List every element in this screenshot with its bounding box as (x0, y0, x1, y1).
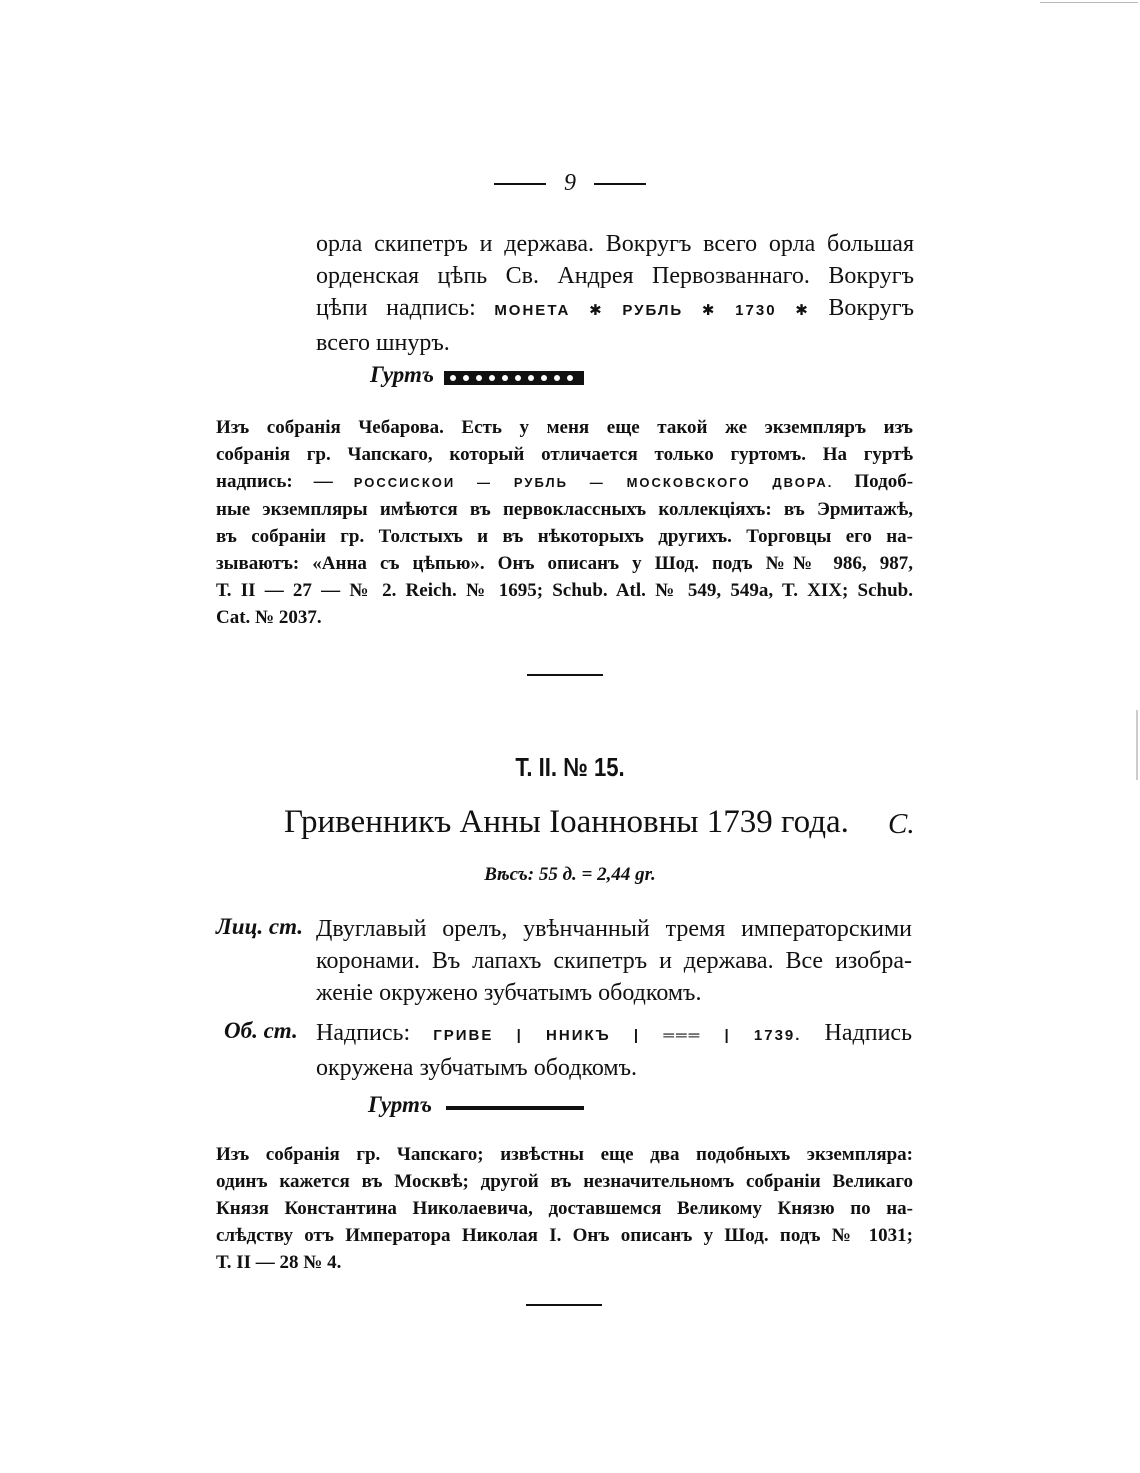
note-fragment: Подоб- (854, 471, 914, 492)
inscription-suffix: Надпись (824, 1020, 913, 1046)
note-line: Т. II — 28 № 4. (216, 1252, 342, 1273)
note-line: ные экземпляры имѣются въ первоклассныхъ коллекціяхъ: въ Эрмитажѣ, (216, 499, 913, 520)
inscription-prefix: цѣпи надпись: (316, 295, 476, 321)
note-line: Изъ собранія гр. Чапскаго; извѣстны еще два подобныхъ экземпляра: (216, 1144, 913, 1165)
description-line: окружена зубчатымъ ободкомъ. (316, 1055, 638, 1081)
note-line: одинъ кажется въ Москвѣ; другой въ незначительномъ собраніи Великаго (216, 1171, 913, 1192)
coin-weight: Вѣсъ: 55 д. = 2,44 gr. (484, 864, 656, 885)
description-line: Двуглавый орелъ, увѣнчанный тремя императорскими (316, 916, 912, 942)
reverse-label: Об. ст. (224, 1018, 298, 1043)
inscription-suffix: Вокругъ (828, 295, 914, 321)
paragraph-line: орденская цѣпь Св. Андрея Первозваннаго. Вокругъ (316, 263, 914, 289)
edge-label: Гуртъ (368, 1092, 433, 1117)
edge-description-2 (368, 1092, 584, 1120)
section-divider (526, 1304, 602, 1306)
scan-edge-mark (1136, 710, 1138, 780)
note-line (216, 468, 913, 496)
obverse-label: Лиц. ст. (216, 914, 303, 939)
paragraph-line: всего шнуръ. (316, 330, 450, 356)
description-line (316, 1017, 912, 1052)
note-line: Т. II — 27 — № 2. Reich. № 1695; Schub. Atl. № 549, 549a, T. XIX; Schub. (216, 580, 913, 601)
edge-pattern-plain (446, 1106, 584, 1110)
paragraph-line (316, 292, 914, 327)
note-fragment: надпись: — (216, 471, 333, 492)
coin-title: Гривенникъ Анны Іоанновны 1739 года. (284, 804, 849, 840)
page-number-value: 9 (564, 170, 576, 196)
top-paragraph (316, 228, 914, 359)
page-number-dash-right (594, 183, 646, 185)
top-edge-rule (1040, 2, 1138, 3)
reverse-description (316, 1017, 912, 1084)
coin-inscription: МОНЕТА ✱ РУБЛЬ ✱ 1730 ✱ (494, 302, 810, 319)
note-line: Князя Константина Николаевича, доставшемся Великому Князю по на- (216, 1198, 913, 1219)
note-line: собранія гр. Чапскаго, который отличается только гуртомъ. На гуртѣ (216, 444, 913, 465)
note-line: въ собраніи гр. Толстыхъ и въ нѣкоторыхъ другихъ. Торговцы его на- (216, 526, 913, 547)
catalog-number: Т. II. № 15. (515, 752, 625, 782)
provenance-note-1 (216, 414, 913, 631)
paragraph-line: орла скипетръ и держава. Вокругъ всего орла большая (316, 231, 914, 257)
provenance-note-2 (216, 1141, 913, 1276)
edge-label: Гуртъ (370, 362, 435, 387)
note-line: Изъ собранія Чебарова. Есть у меня еще такой же экземпляръ изъ (216, 417, 913, 438)
inscription-prefix: Надпись: (316, 1020, 411, 1046)
coin-inscription: ГРИВЕ | ННИКЪ | ═══ | 1739. (433, 1027, 802, 1044)
page-number (0, 170, 1140, 197)
edge-inscription: РОССИСКОИ — РУБЛЬ — МОСКОВСКОГО ДВОРА. (353, 475, 834, 490)
obverse-description (316, 913, 912, 1009)
note-line: зываютъ: «Анна съ цѣпью». Онъ описанъ у Шод. подъ №№ 986, 987, (216, 553, 913, 574)
edge-pattern-dotted (444, 371, 584, 385)
note-line: слѣдству отъ Императора Николая I. Онъ описанъ у Шод. подъ № 1031; (216, 1225, 913, 1246)
note-line: Cat. № 2037. (216, 607, 322, 628)
edge-description-1 (370, 362, 584, 390)
metal-mark: С. (888, 808, 915, 840)
description-line: женіе окружено зубчатымъ ободкомъ. (316, 980, 702, 1006)
page-number-dash-left (494, 183, 546, 185)
section-divider (527, 674, 603, 676)
description-line: коронами. Въ лапахъ скипетръ и держава. Все изобра- (316, 948, 912, 974)
